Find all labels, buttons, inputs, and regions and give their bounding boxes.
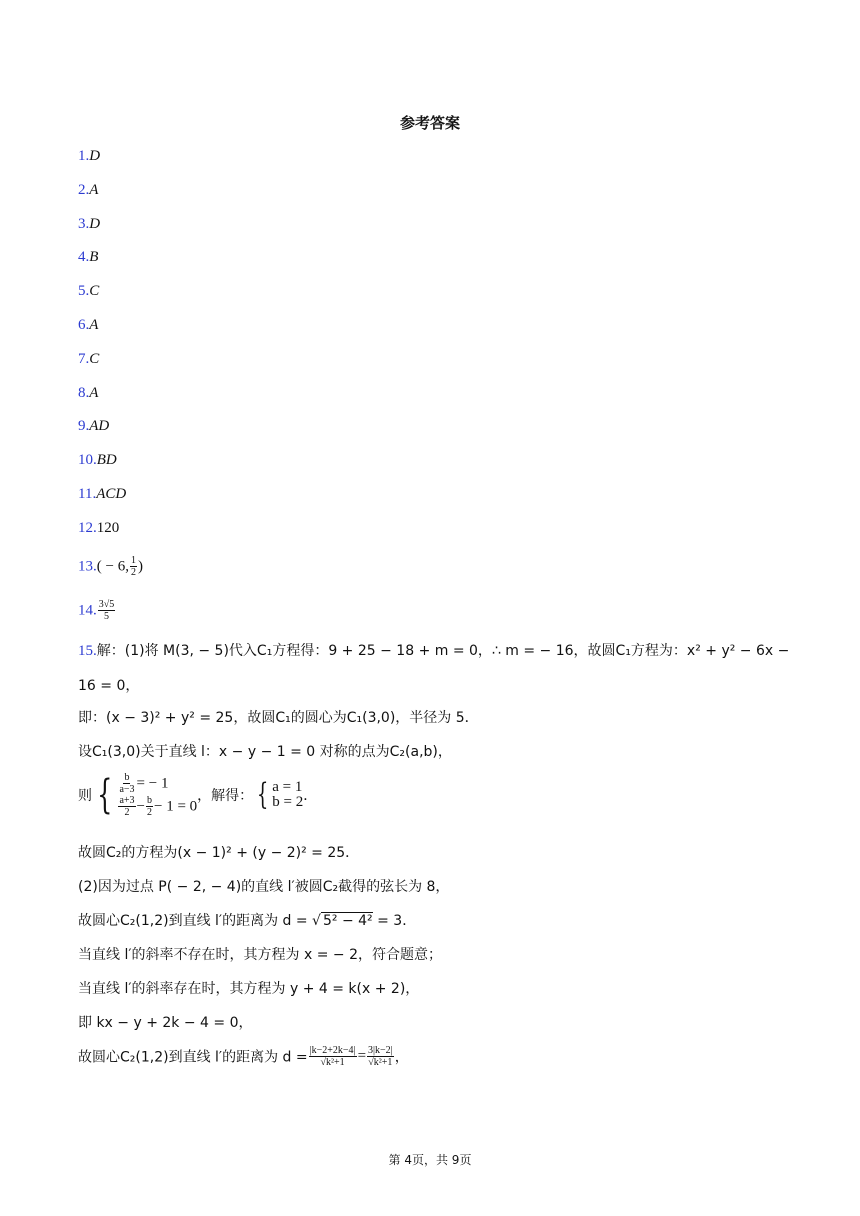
answer-value: ACD: [96, 486, 127, 502]
row-2-fraction-2: [146, 795, 153, 818]
answer-number: 15.: [78, 643, 97, 659]
answer-1: [78, 146, 100, 166]
answer-value: 120: [96, 520, 120, 536]
fraction-denominator: √k²+1: [320, 1057, 345, 1068]
system-prefix: 则: [78, 788, 92, 804]
equation-system: [92, 772, 197, 818]
left-brace: {: [97, 772, 113, 818]
distance-end: ，: [394, 1049, 409, 1066]
solution-row-1: a = 1: [272, 779, 303, 795]
answer-value: D: [89, 148, 101, 164]
row-1-fraction: [118, 772, 135, 795]
radicand: 5² − 4²: [322, 913, 373, 929]
fraction-numerator: a+3: [119, 795, 135, 806]
fraction-numerator: 1: [130, 555, 136, 566]
answer-6: [78, 315, 98, 335]
distance-fraction-1: [309, 1045, 357, 1068]
fraction-denominator: 2: [124, 807, 130, 818]
answer-13-post: ): [137, 558, 143, 575]
answer-number: 9.: [78, 418, 90, 434]
page-footer: 第 4页，共 9页: [388, 1153, 472, 1167]
answer-number: 6.: [78, 317, 90, 333]
answer-2: [78, 180, 98, 200]
solution-text: 解：(1)将 M(3, − 5)代入C₁方程得：9 + 25 − 18 + m = 0，∴ m = − 16，故圆C₁方程为：x² + y² − 6x −: [96, 643, 790, 659]
fraction-denominator: a−3: [119, 784, 135, 795]
row-1-rhs: = − 1: [136, 775, 169, 792]
row-2-rhs: − 1 = 0: [154, 798, 198, 815]
answer-value: A: [89, 385, 99, 401]
fraction-denominator: 2: [130, 567, 136, 578]
answer-12: [78, 518, 119, 538]
answer-value: C: [89, 283, 100, 299]
answer-value: A: [89, 317, 99, 333]
solution-15-line-3: 即：(x − 3)² + y² = 25，故圆C₁的圆心为C₁(3,0)，半径为 5．: [78, 710, 479, 726]
fraction-numerator: b: [124, 772, 130, 783]
answer-value: B: [89, 249, 99, 265]
fraction-numerator: 3√5: [98, 599, 115, 610]
answer-number: 11.: [78, 486, 97, 502]
fraction-numerator: |k−2+2k−4|: [309, 1045, 356, 1056]
solution-system: [253, 777, 304, 812]
fraction-denominator: 5: [104, 611, 109, 622]
distance-fraction-2: [367, 1045, 394, 1068]
answer-13-fraction: [130, 555, 137, 578]
row-2-minus: −: [136, 798, 145, 815]
answer-number: 8.: [78, 385, 90, 401]
page-title: 参考答案: [399, 114, 460, 132]
answer-14-fraction: [98, 599, 116, 622]
solution-15-line-8: [78, 911, 416, 931]
answer-value: A: [89, 182, 99, 198]
answer-number: 2.: [78, 182, 90, 198]
solution-15-line-2: 16 = 0，: [78, 678, 140, 694]
answer-11: [78, 484, 126, 504]
system-row-1: [117, 772, 197, 795]
fraction-numerator: b: [147, 795, 152, 806]
row-2-fraction-1: [118, 795, 135, 818]
answer-5: [78, 281, 99, 301]
answer-number: 1.: [78, 148, 90, 164]
answer-number: 4.: [78, 249, 90, 265]
answer-number: 5.: [78, 283, 90, 299]
system-rows: [117, 772, 197, 818]
answer-14: [78, 599, 116, 622]
solution-15-line-12: [78, 1045, 409, 1068]
solution-rows: [272, 780, 303, 810]
system-row-2: [117, 795, 197, 818]
distance-pre: 故圆心C₂(1,2)到直线 l′的距离为 d = √: [78, 913, 321, 929]
left-brace: {: [256, 777, 269, 812]
distance-post: = 3．: [372, 913, 417, 929]
answer-8: [78, 383, 98, 403]
answer-13-pre: ( − 6,: [96, 558, 129, 575]
answer-number: 12.: [78, 520, 97, 536]
fraction-denominator: 2: [147, 807, 152, 818]
answer-value: AD: [89, 418, 110, 434]
solution-15-line-9: 当直线 l′的斜率不存在时，其方程为 x = − 2，符合题意；: [78, 947, 442, 963]
distance-pre: 故圆心C₂(1,2)到直线 l′的距离为 d =: [78, 1049, 308, 1066]
solution-15-line-4: 设C₁(3,0)关于直线 l：x − y − 1 = 0 对称的点为C₂(a,b)，: [78, 744, 452, 760]
solution-row-2: b = 2: [272, 794, 304, 810]
answer-9: [78, 416, 109, 436]
answer-7: [78, 349, 99, 369]
solution-15-line-1: [78, 641, 789, 661]
solution-15-line-6: 故圆C₂的方程为(x − 1)² + (y − 2)² = 25．: [78, 845, 360, 861]
fraction-numerator: 3|k−2|: [368, 1045, 393, 1056]
system-end: ．: [303, 788, 318, 804]
answer-number: 10.: [78, 452, 97, 468]
solution-15-line-10: 当直线 l′的斜率存在时，其方程为 y + 4 = k(x + 2)，: [78, 981, 420, 997]
answer-number: 3.: [78, 216, 90, 232]
answer-value: C: [89, 351, 100, 367]
answer-3: [78, 214, 100, 234]
answer-value: D: [89, 216, 101, 232]
system-mid: ，解得：: [197, 788, 254, 804]
answer-13: [78, 555, 143, 578]
equals-sign: =: [357, 1048, 367, 1064]
answer-number: 14.: [78, 602, 97, 619]
answer-number: 7.: [78, 351, 90, 367]
solution-15-line-7: (2)因为过点 P( − 2, − 4)的直线 l′被圆C₂截得的弦长为 8，: [78, 879, 450, 895]
solution-15-system: [78, 772, 317, 818]
fraction-denominator: √k²+1: [368, 1057, 393, 1068]
answer-10: [78, 450, 117, 470]
answer-number: 13.: [78, 558, 97, 575]
solution-15-line-11: 即 kx − y + 2k − 4 = 0，: [78, 1015, 253, 1031]
answer-value: BD: [96, 452, 117, 468]
answer-4: [78, 247, 98, 267]
